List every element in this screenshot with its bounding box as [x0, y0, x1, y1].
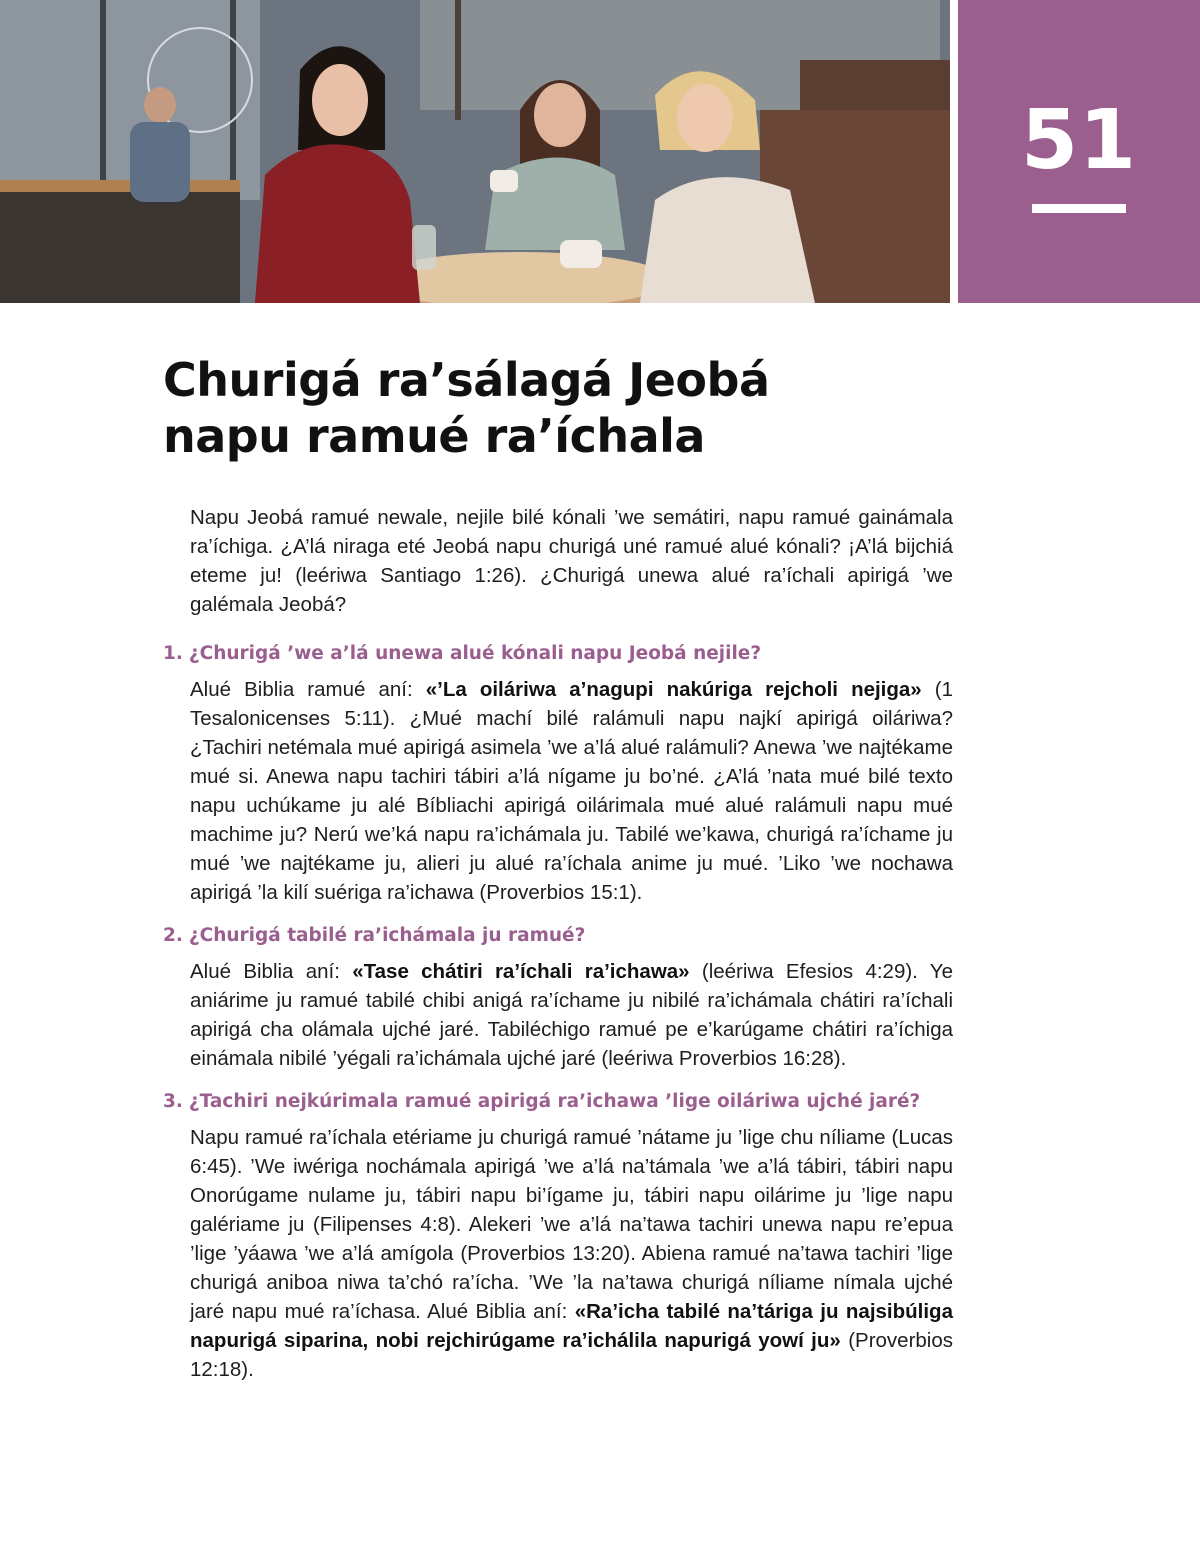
answer-text: (leériwa Efesios 4:29). Ye aniárime ju ramué tabilé chibi anigá ra’íchame ju nibilé ra’ichámala chátiri ra’íchali apirigá cha olámala ujché jaré. Tabiléchigo ramué pe e’karúgame chátiri ra’íchiga einámala nibilé ’yégali ra’ichámala ujché jaré (leériwa Proverbios 16:28).	[190, 960, 953, 1070]
answer-lead: Alué Biblia aní:	[190, 960, 340, 983]
answer-text: Napu ramué ra’íchala etériame ju churigá ramué ’nátame ju ’lige chu níliame (Lucas 6:45). ’We iwériga nochámala apirigá ’we a’lá na’támala ’we a’lá tábiri, tábiri napu Onorúgame nulame ju, tábiri napu bi’ígame ju, tábiri napu oilárime ju ’lige napu galériame ju (Filipenses 4:8). Alekeri ’we a’lá na’tawa tachiri unewa napu re’epua ’lige ’yáawa ’we a’lá amígola (Proverbios 13:20). Abiena ramué na’tawa tachiri ’lige churigá aniboa niwa ta’chó ra’ícha. ’We ’la na’tawa churigá níliame nímala ujché jaré napu mué ra’íchasa.	[190, 1126, 953, 1323]
intro-paragraph: Napu Jeobá ramué newale, nejile bilé kónali ’we semátiri, napu ramué gainámala ra’íchiga. ¿A’lá niraga eté Jeobá napu churigá uné ramué alué kónali? ¡A’lá bijchiá eteme ju! (leériwa Santiago 1:26). ¿Churigá unewa alué ra’íchali apirigá ’we galémala Jeobá?	[190, 506, 953, 616]
question-section-3	[163, 1087, 953, 1384]
question-heading	[163, 1087, 953, 1117]
cafe-photo-illustration	[0, 0, 950, 303]
chapter-badge	[958, 0, 1200, 303]
scripture-quote: «Ra’icha tabilé na’táriga ju najsibúliga napurigá siparina, nobi rejchirúgame ra’ichálila napurigá yowí ju»	[190, 1300, 953, 1352]
page-title-line-2: napu ramué ra’íchala	[163, 409, 705, 463]
answer-lead: Alué Biblia aní:	[427, 1300, 568, 1323]
question-heading	[163, 639, 953, 669]
page-title-line-1: Churigá ra’sálagá Jeobá	[163, 353, 770, 407]
header-photo	[0, 0, 950, 303]
answer-text: (1 Tesalonicenses 5:11). ¿Mué machí bilé ralámuli napu najkí apirigá oiláriwa? ¿Tachiri netémala mué apirigá asimela ’we a’lá alué ralámuli? Anewa ’we najtékame mué si. Anewa napu tachiri tábiri a’lá nígame ju bo’né. ¿A’lá ’nata mué bilé texto napu uchúkame ju alé Bíbliachi apirigá oilárimala mué alué ralámuli napu mué machime ju? Nerú we’ká napu ra’ichámala ju. Tabilé we’kawa, churigá ra’íchame ju mué ’we najtékame ju, alieri ju alué ra’íchala anime ju mué. ’Liko ’we nochawa apirigá ’la kilí suériga ra’ichawa (Proverbios 15:1).	[190, 678, 954, 904]
question-section-2	[163, 921, 953, 1073]
answer-lead: Alué Biblia ramué aní:	[190, 678, 413, 701]
lesson-content	[163, 503, 953, 1398]
answer-paragraph	[190, 675, 953, 907]
question-text: ¿Tachiri nejkúrimala ramué apirigá ra’ichawa ’lige oiláriwa ujché jaré?	[188, 1091, 921, 1112]
question-text: ¿Churigá tabilé ra’ichámala ju ramué?	[188, 925, 586, 946]
answer-paragraph	[190, 1123, 953, 1384]
question-number: 1.	[163, 643, 183, 664]
answer-paragraph	[190, 957, 953, 1073]
scripture-quote: «Tase chátiri ra’íchali ra’ichawa»	[352, 960, 690, 983]
scripture-quote: «’La oiláriwa a’nagupi nakúriga rejcholi nejiga»	[425, 678, 922, 701]
question-number: 2.	[163, 925, 183, 946]
answer-text-end: (Proverbios 12:18).	[190, 1329, 953, 1381]
question-number: 3.	[163, 1091, 183, 1112]
question-section-1	[163, 639, 953, 907]
question-text: ¿Churigá ’we a’lá unewa alué kónali napu Jeobá nejile?	[188, 643, 762, 664]
question-heading	[163, 921, 953, 951]
chapter-number: 51	[1020, 93, 1138, 188]
page-title	[163, 352, 963, 464]
chapter-underline	[1032, 204, 1126, 213]
